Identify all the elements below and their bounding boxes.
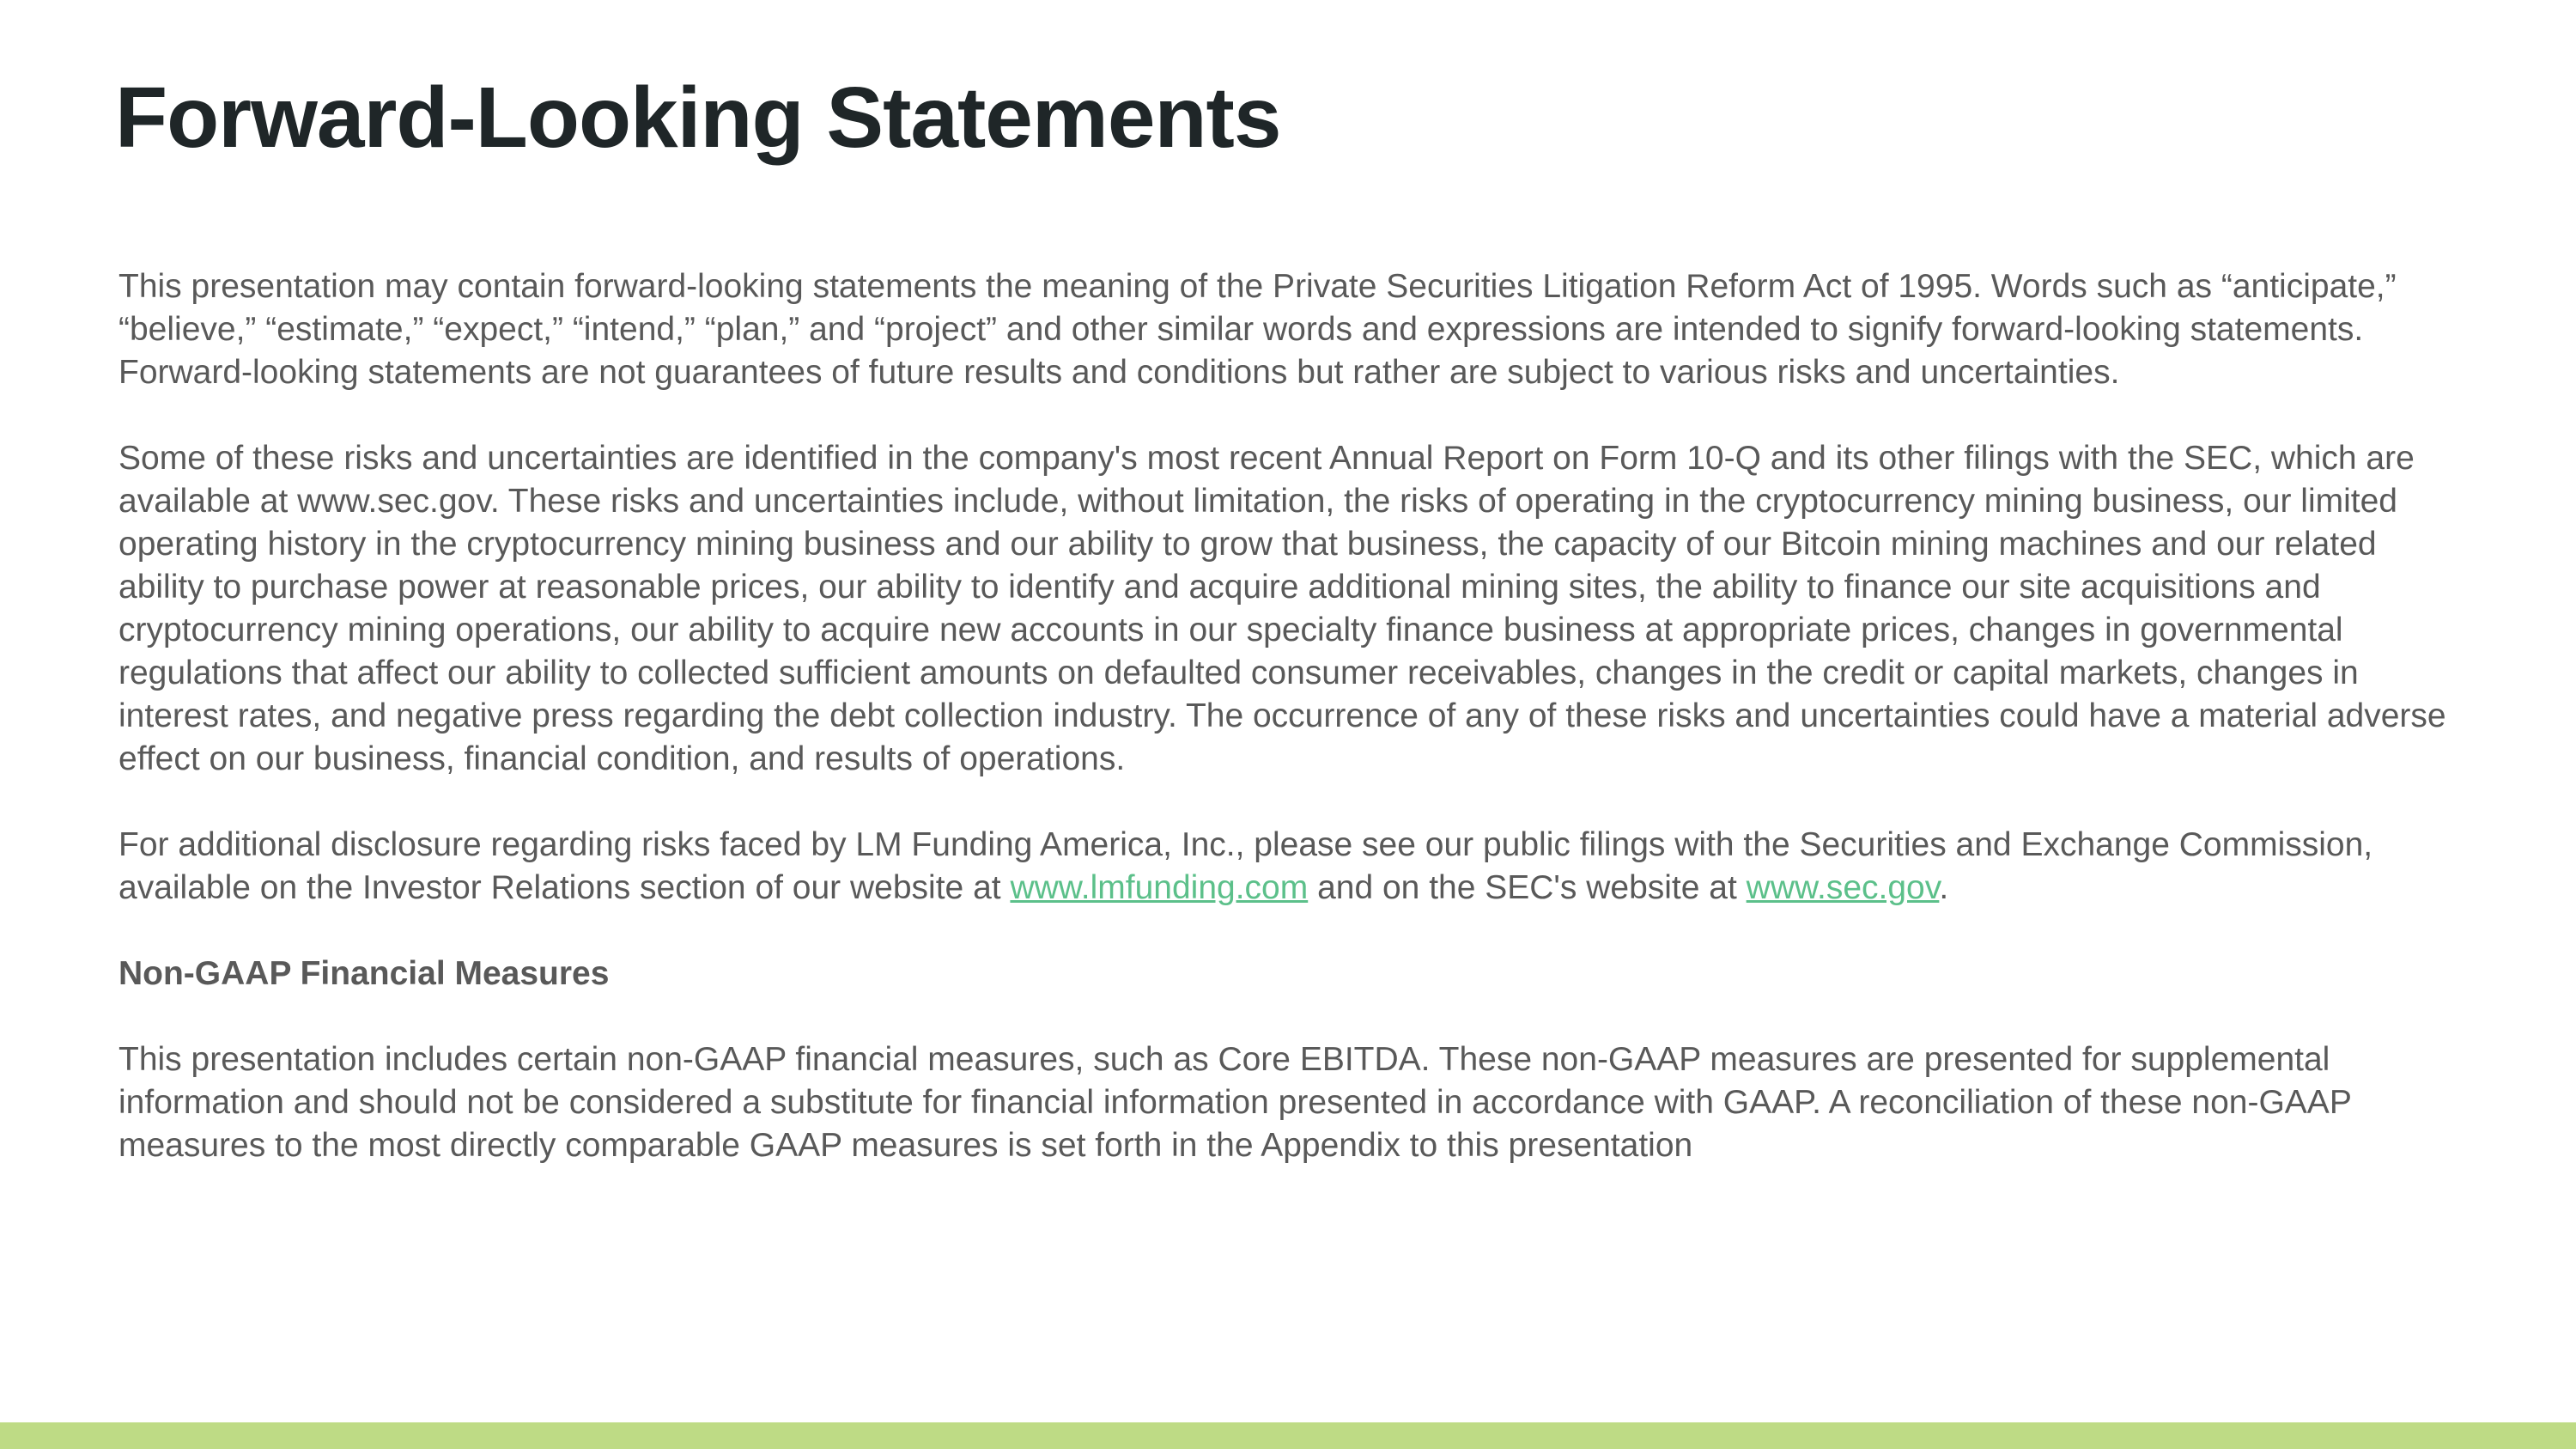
disclosure-text-middle: and on the SEC's website at [1308, 869, 1747, 906]
additional-disclosure-paragraph [118, 824, 2471, 910]
slide-title: Forward-Looking Statements [115, 70, 1281, 166]
footer-accent-bar [0, 1422, 2576, 1449]
forward-looking-paragraph: This presentation may contain forward-looking statements the meaning of the Private Securities Litigation Reform Act of 1995. Words such as “anticipate,” “believe,” “estimate,” “expect,” “intend,” “plan,” and “project” and other similar words and expressions are intended to signify forward-looking statements. Forward-looking statements are not guarantees of future results and conditions but rather are subject to various risks and uncertainties. [118, 268, 2397, 391]
disclosure-text-start: For additional disclosure regarding risks faced by LM Funding America, Inc., please see our public filings with the Securities and Exchange Commission, available on the Investor Relations section of our website at [118, 826, 2373, 906]
non-gaap-paragraph: This presentation includes certain non-GAAP financial measures, such as Core EBITDA. These non-GAAP measures are presented for supplemental information and should not be considered a substitute for financial information presented in accordance with GAAP. A reconciliation of these non-GAAP measures to the most directly comparable GAAP measures is set forth in the Appendix to this presentation [118, 1041, 2352, 1164]
risks-paragraph: Some of these risks and uncertainties are identified in the company's most recent Annual Report on Form 10-Q and its other filings with the SEC, which are available at www.sec.gov. These risks and uncertainties include, without limitation, the risks of operating in the cryptocurrency mining business, our limited operating history in the cryptocurrency mining business and our ability to grow that business, the capacity of our Bitcoin mining machines and our related ability to purchase power at reasonable prices, our ability to identify and acquire additional mining sites, the ability to finance our site acquisitions and cryptocurrency mining operations, our ability to acquire new accounts in our specialty finance business at appropriate prices, changes in governmental regulations that affect our ability to collected sufficient amounts on defaulted consumer receivables, changes in the credit or capital markets, changes in interest rates, and negative press regarding the debt collection industry. The occurrence of any of these risks and uncertainties could have a material adverse effect on our business, financial condition, and results of operations. [118, 440, 2446, 777]
sec-website-link[interactable]: www.sec.gov [1746, 869, 1940, 906]
disclosure-text-end: . [1939, 869, 1949, 906]
non-gaap-heading: Non-GAAP Financial Measures [118, 955, 610, 992]
slide-body [118, 265, 2471, 1167]
lmfunding-website-link[interactable]: www.lmfunding.com [1010, 869, 1309, 906]
